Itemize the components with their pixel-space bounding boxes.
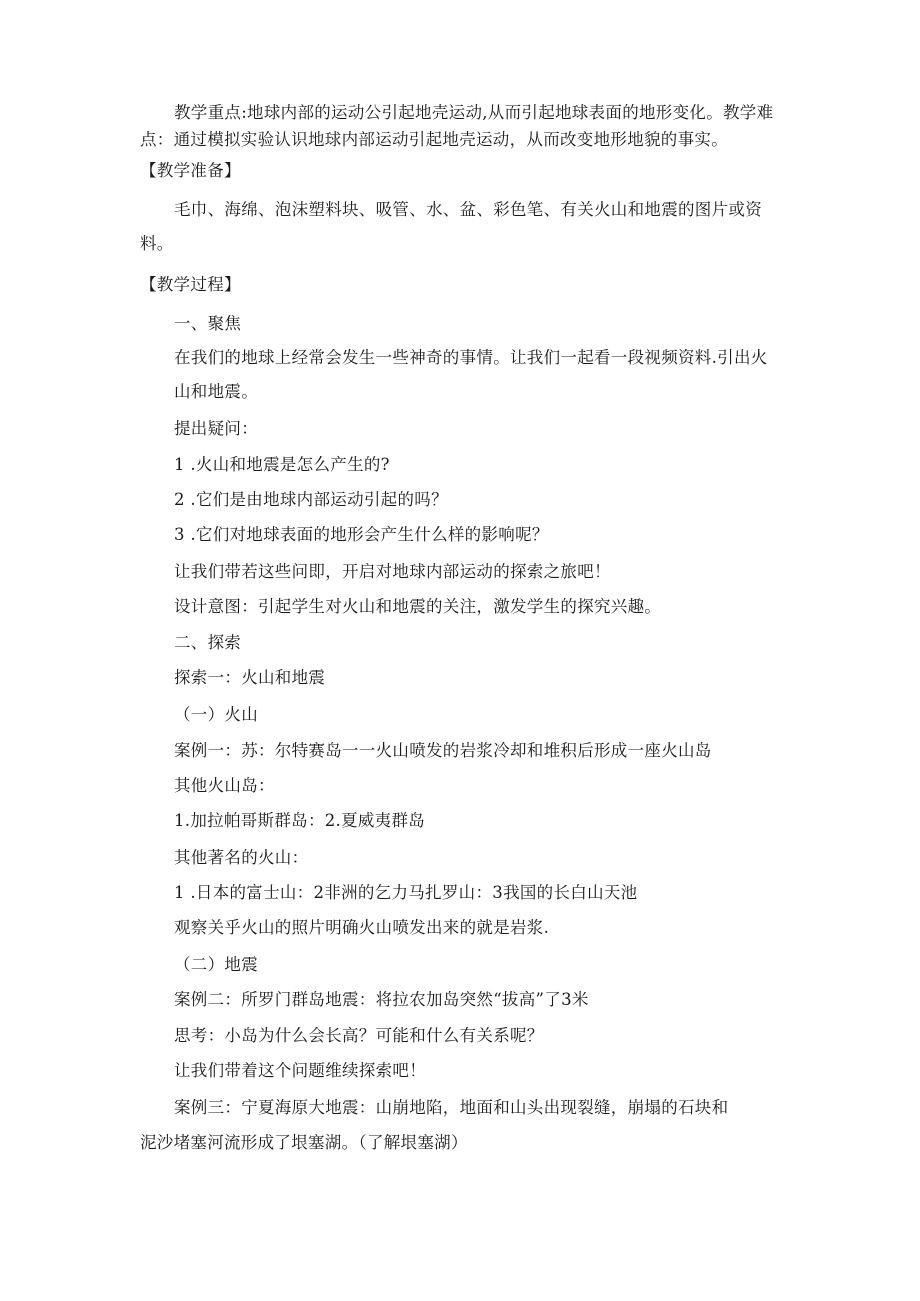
design-intent: 设计意图：引起学生对火山和地震的关注，激发学生的探究兴趣。 (174, 597, 662, 616)
question-1: 1 .火山和地震是怎么产生的? (174, 455, 390, 474)
questions-label: 提出疑问： (174, 419, 258, 438)
teaching-focus-line-1: 教学重点:地球内部的运动公引起地壳运动,从而引起地球表面的地形变化。教学难 (174, 103, 774, 122)
section-1-paragraph-line-2: 山和地震。 (174, 382, 258, 401)
famous-volcanoes-label: 其他著名的火山： (174, 848, 309, 867)
explore-1-title: 探索一：火山和地震 (174, 668, 326, 687)
continue-exploring: 让我们带着这个问题维续探索吧！ (174, 1061, 426, 1080)
question-2: 2 .它们是由地球内部运动引起的吗？ (174, 490, 448, 509)
prep-line-1: 毛巾、海绵、泡沫塑料块、吸管、水、盆、彩色笔、有关火山和地震的图片或资 (174, 200, 762, 219)
other-islands-list: 1.加拉帕哥斯群岛：2.夏威夷群岛 (174, 811, 426, 830)
teaching-focus-line-2: 点：通过模拟实验认识地球内部运动引起地壳运动，从而改变地形地貌的事实。 (140, 130, 728, 149)
case-2: 案例二：所罗门群岛地震：将拉农加岛突然“拔高”了3米 (174, 990, 589, 1009)
prep-heading: 【教学准备】 (140, 161, 241, 180)
subsection-earthquake: （二）地震 (174, 955, 258, 974)
section-2-heading: 二、探索 (174, 633, 242, 652)
prep-line-2: 料。 (140, 234, 174, 253)
other-islands-label: 其他火山岛： (174, 776, 275, 795)
section-1-paragraph-line-1: 在我们的地球上经常会发生一些神奇的事情。让我们一起看一段视频资料.引出火 (174, 348, 768, 367)
subsection-volcano: （一）火山 (174, 705, 258, 724)
question-3: 3 .它们对地球表面的地形会产生什么样的影响呢？ (174, 525, 549, 544)
observe-note: 观察关乎火山的照片明确火山喷发出来的就是岩浆. (174, 918, 550, 937)
section-1-heading: 一、聚焦 (174, 314, 242, 333)
process-heading: 【教学过程】 (140, 275, 241, 294)
case-1: 案例一：苏：尔特赛岛一一火山喷发的岩浆冷却和堆积后形成一座火山岛 (174, 741, 712, 760)
famous-volcanoes-list: 1 .日本的富士山：2非洲的乞力马扎罗山：3我国的长白山天池 (174, 883, 638, 902)
think-question: 思考：小岛为什么会长高？可能和什么有关系呢？ (174, 1026, 544, 1045)
case-3-line-1: 案例三：宁夏海原大地震：山崩地陷，地面和山头出现裂缝，崩塌的石块和 (174, 1098, 729, 1117)
case-3-line-2: 泥沙堵塞河流形成了垠塞湖。（了解垠塞湖） (140, 1133, 468, 1152)
section-1-paragraph-2: 让我们带若这些问即，开启对地球内部运动的探索之旅吧！ (174, 562, 611, 581)
